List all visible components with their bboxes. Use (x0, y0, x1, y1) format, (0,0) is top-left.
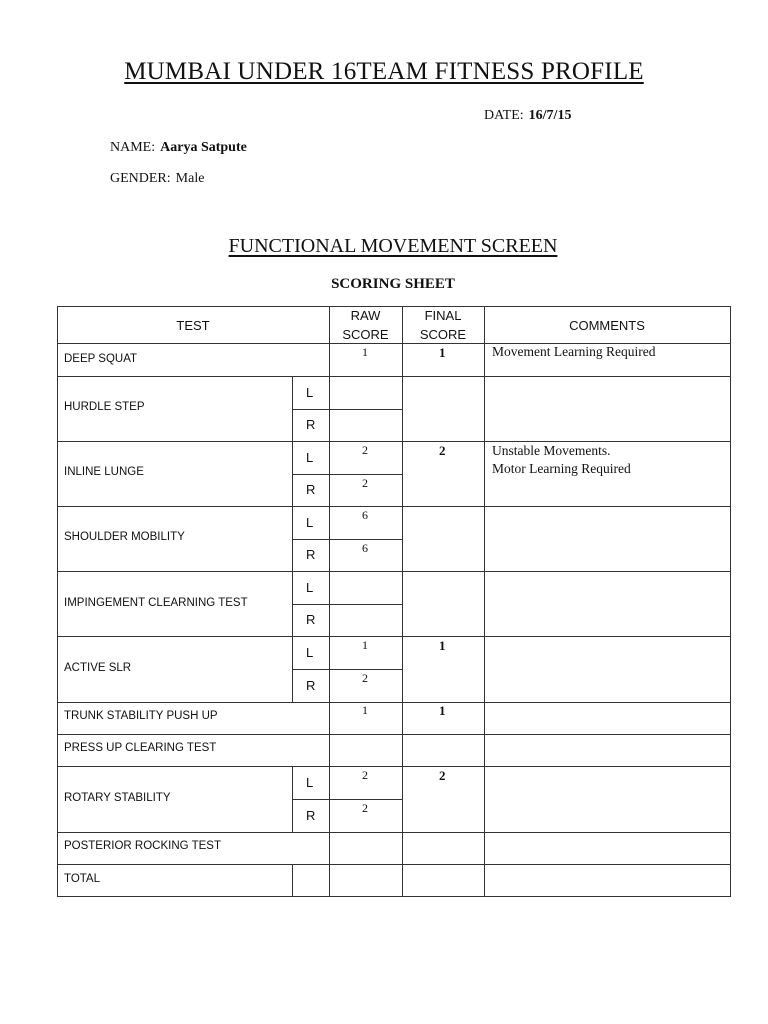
table-row-test: SHOULDER MOBILITY (64, 531, 185, 543)
table-row-test: TRUNK STABILITY PUSH UP (64, 710, 218, 722)
row-line (57, 506, 731, 507)
table-row-test: HURDLE STEP (64, 401, 145, 413)
raw-score-left: 6 (362, 508, 368, 522)
side-left-label: L (306, 450, 314, 465)
row-line (57, 832, 731, 833)
row-line (57, 702, 731, 703)
row-line (57, 636, 731, 637)
date-row (484, 108, 571, 124)
raw-score: 1 (362, 703, 368, 717)
side-right-label: R (306, 612, 316, 627)
scoring-sheet-title: SCORING SHEET (331, 276, 455, 292)
date-label: DATE: (484, 108, 524, 123)
table-row-test: INLINE LUNGE (64, 466, 144, 478)
side-left-label: L (306, 775, 314, 790)
page-title: MUMBAI UNDER 16TEAM FITNESS PROFILE (124, 58, 644, 85)
row-line (57, 376, 731, 377)
final-score: 2 (439, 768, 446, 783)
raw-score: 1 (362, 345, 368, 359)
header-final-line2: SCORE (419, 327, 467, 342)
lr-split-line (292, 474, 403, 475)
table-row-test: ROTARY STABILITY (64, 792, 171, 804)
side-right-label: R (306, 547, 316, 562)
row-line (57, 864, 731, 865)
raw-score-left: 1 (362, 638, 368, 652)
row-line (57, 734, 731, 735)
final-score: 1 (439, 703, 446, 718)
table-row-test: DEEP SQUAT (64, 353, 138, 365)
side-left-label: L (306, 385, 314, 400)
section-title: FUNCTIONAL MOVEMENT SCREEN (228, 235, 558, 257)
raw-score-left: 2 (362, 443, 368, 457)
table-row-test: POSTERIOR ROCKING TEST (64, 840, 221, 852)
total-row-label: TOTAL (64, 873, 100, 885)
raw-score-left: 2 (362, 768, 368, 782)
table-border-bottom (57, 896, 731, 897)
header-test: TEST (176, 318, 210, 333)
header-raw-line1: RAW (350, 308, 381, 323)
header-final-line1: FINAL (424, 308, 462, 323)
comment-line: Unstable Movements. (492, 443, 611, 458)
name-label: NAME: (110, 140, 156, 155)
gender-label: GENDER: (110, 171, 171, 186)
header-comments: COMMENTS (569, 318, 645, 333)
comment-text: Movement Learning Required (492, 344, 656, 359)
divider-final-col (402, 306, 403, 896)
date-value: 16/7/15 (528, 108, 572, 123)
lr-split-line (292, 409, 403, 410)
table-border-right (730, 306, 731, 896)
side-left-label: L (306, 645, 314, 660)
divider-raw-col (329, 306, 330, 896)
comment-line: Motor Learning Required (492, 461, 631, 476)
side-right-label: R (306, 482, 316, 497)
name-value: Aarya Satpute (160, 140, 247, 155)
table-row-test: IMPINGEMENT CLEARNING TEST (64, 597, 248, 609)
final-score: 1 (439, 638, 446, 653)
divider-comment-col (484, 306, 485, 896)
side-right-label: R (306, 417, 316, 432)
side-left-label: L (306, 515, 314, 530)
table-row-test: ACTIVE SLR (64, 662, 132, 674)
lr-split-line (292, 669, 403, 670)
name-row (110, 140, 247, 156)
row-line (57, 766, 731, 767)
header-raw-line2: SCORE (342, 327, 389, 342)
final-score: 2 (439, 443, 446, 458)
header-raw-score (329, 306, 402, 344)
side-right-label: R (306, 808, 316, 823)
raw-score-right: 2 (362, 671, 368, 685)
divider-side-col (292, 864, 293, 896)
raw-score-right: 2 (362, 476, 368, 490)
lr-split-line (292, 799, 403, 800)
gender-row (110, 171, 204, 187)
table-border-left (57, 306, 58, 896)
row-line (57, 571, 731, 572)
lr-split-line (292, 604, 403, 605)
table-row-test: PRESS UP CLEARING TEST (64, 742, 217, 754)
header-final-score (402, 306, 484, 344)
comment-text (492, 442, 631, 478)
lr-split-line (292, 539, 403, 540)
gender-value: Male (175, 171, 205, 186)
final-score: 1 (439, 345, 446, 360)
raw-score-right: 6 (362, 541, 368, 555)
raw-score-right: 2 (362, 801, 368, 815)
side-left-label: L (306, 580, 314, 595)
side-right-label: R (306, 678, 316, 693)
